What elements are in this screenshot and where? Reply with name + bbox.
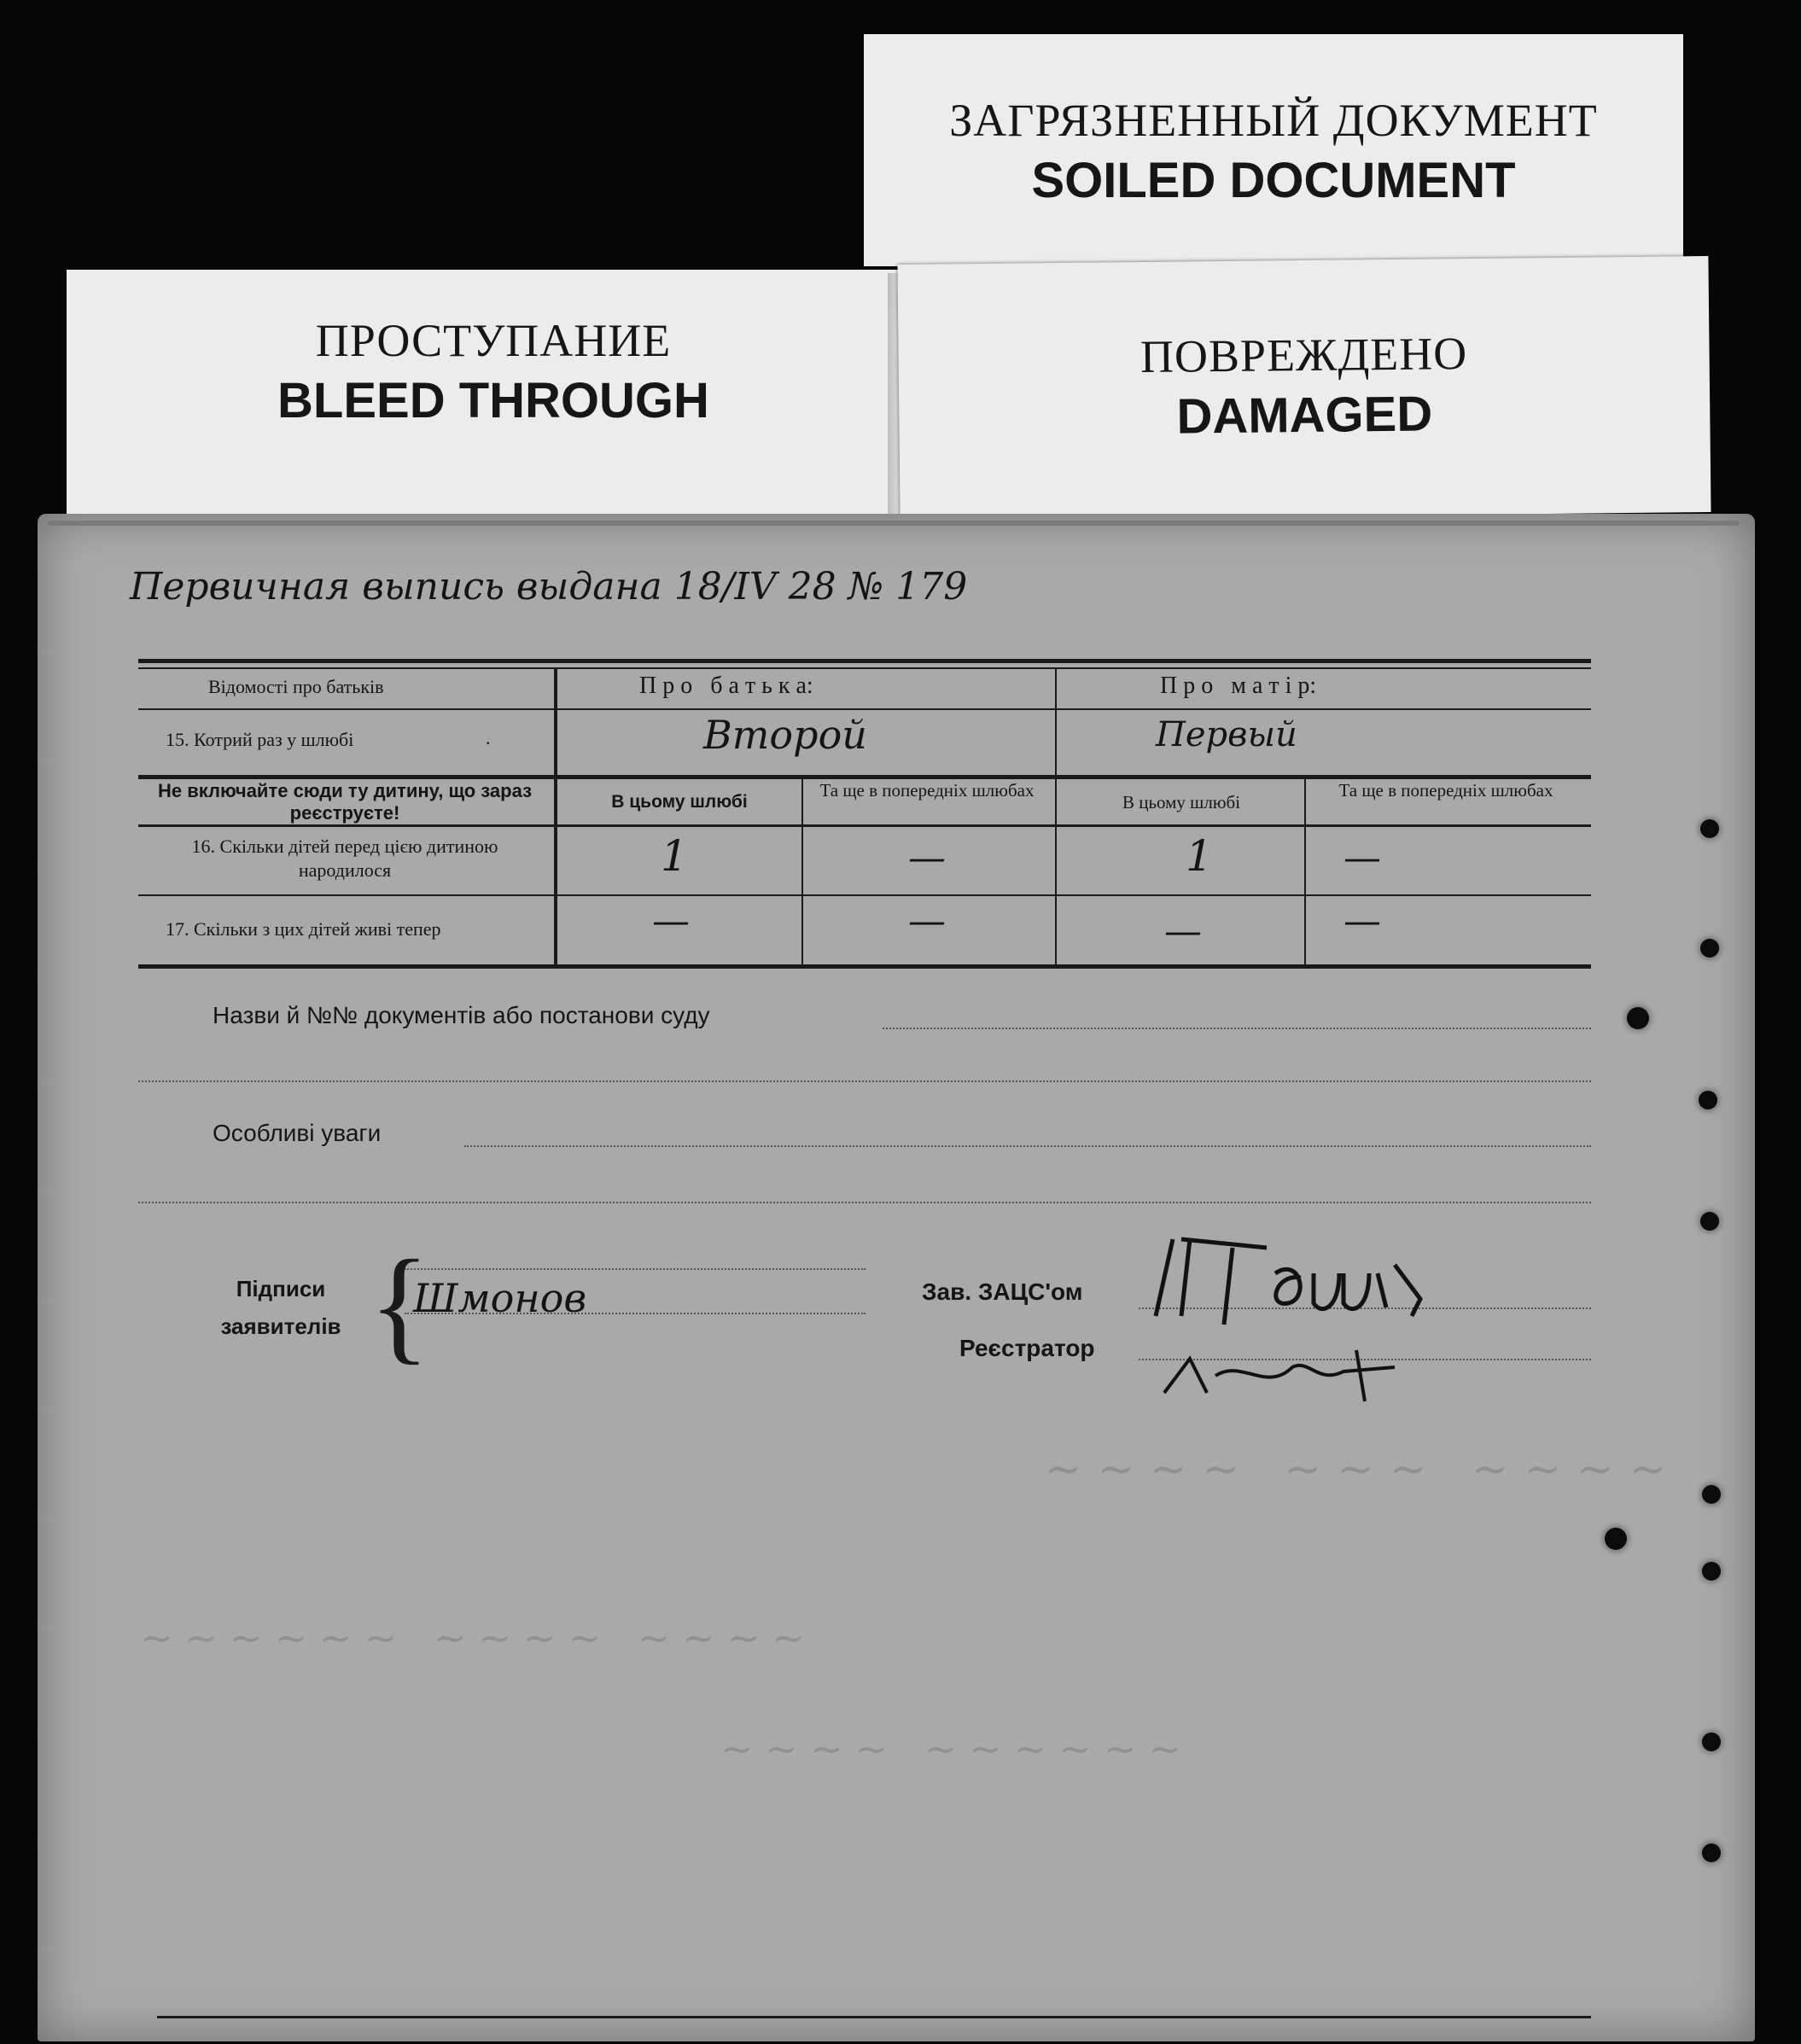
sheet-bottom-rule (157, 2016, 1591, 2018)
damaged-card-ru-text: ПОВРЕЖДЕНО (1139, 327, 1468, 383)
row16-mother-this: 1 (1186, 831, 1213, 881)
table-bottom-border (138, 964, 1591, 969)
bleed-through-ghost-3: ~~~~ ~~~~~~ (720, 1726, 1194, 1772)
row17-father-prev: — (908, 900, 946, 943)
soiled-card-ru-text: ЗАГРЯЗНЕННЫЙ ДОКУМЕНТ (949, 95, 1598, 146)
about-mother-header: П р о м а т і р: (1160, 673, 1317, 699)
table-father-sub-divider (801, 778, 803, 964)
about-father-header: П р о б а т ь к а: (639, 673, 813, 699)
documents-line-1 (883, 1028, 1591, 1029)
special-notes-label: Особливі уваги (213, 1120, 382, 1146)
mother-this-marriage-header: В цьому шлюбі (1122, 792, 1241, 812)
row16-label: 16. Скільки дітей перед цією дитиною народилося (191, 836, 498, 881)
row16-father-prev: — (908, 836, 946, 880)
special-notes-line-2 (138, 1202, 1591, 1203)
bleed-through-card (67, 270, 920, 517)
row17-father-this: — (652, 900, 690, 943)
sheet-top-edge (48, 521, 1740, 526)
punch-hole (1702, 1843, 1721, 1862)
table-row15-divider (138, 775, 1591, 779)
punch-hole (1700, 939, 1719, 958)
table-subheader-divider (138, 824, 1591, 827)
table-header-divider (138, 708, 1591, 710)
row15-dots: . (486, 727, 491, 748)
damaged-card (897, 256, 1711, 521)
punch-hole (1702, 1562, 1721, 1581)
father-this-marriage-header: В цьому шлюбі (611, 792, 748, 812)
table-label-column-divider (554, 667, 557, 964)
special-notes-line-1 (464, 1145, 1591, 1147)
bleed-through-ghost-1: ~~~~ ~~~ ~~~~ (1045, 1444, 1682, 1495)
row15-father-value: Второй (703, 712, 867, 758)
registration-form-sheet (38, 514, 1755, 2041)
table-row16-divider (138, 894, 1591, 896)
applicant-signature: Шмонов (413, 1275, 587, 1321)
documents-line-2 (138, 1080, 1591, 1082)
damaged-card-en-text: DAMAGED (1176, 386, 1433, 445)
signatures-brace: { (369, 1234, 430, 1376)
applicant-signatures-label: Підписи заявителів (220, 1276, 341, 1339)
table-top-border (138, 659, 1591, 663)
bleed-card-en-text: BLEED THROUGH (277, 373, 709, 428)
row16-mother-prev: — (1343, 836, 1381, 880)
row17-mother-this: — (1164, 910, 1202, 953)
bleed-through-ghost-2: ~~~~~~ ~~~~ ~~~~ (140, 1615, 817, 1661)
row15-label: 15. Котрий раз у шлюбі (166, 729, 354, 750)
exclude-current-child-note: Не включайте сюди ту дитину, що зараз реєструєте! (157, 780, 533, 824)
documents-label: Назви й №№ документів або постанови суду (213, 1002, 710, 1028)
applicant-signature-line-1 (405, 1268, 866, 1270)
row16-father-this: 1 (661, 831, 688, 881)
punch-hole (1700, 1212, 1719, 1231)
punch-hole (1605, 1528, 1627, 1550)
soiled-card-en-text: SOILED DOCUMENT (1031, 153, 1516, 208)
father-prev-marriages-header: Та ще в попередніх шлюбах (819, 780, 1035, 801)
registry-head-label: Зав. ЗАЦС'ом (922, 1278, 1083, 1305)
head-handwritten-signature (1139, 1222, 1480, 1410)
parents-info-header: Відомості про батьків (208, 676, 384, 697)
registrar-label: Реєстратор (959, 1335, 1095, 1361)
table-top-border-inner (138, 667, 1591, 669)
punch-hole (1702, 1485, 1721, 1504)
row17-label: 17. Скільки з цих дітей живі тепер (166, 918, 441, 940)
punch-hole (1699, 1091, 1717, 1109)
row15-mother-value: Первый (1156, 715, 1297, 754)
header-handwritten-note: Первичная выпись выдана 18/IV 28 № 179 (130, 565, 968, 609)
table-mother-sub-divider (1304, 778, 1306, 964)
punch-hole (1702, 1732, 1721, 1751)
mother-prev-marriages-header: Та ще в попередніх шлюбах (1338, 780, 1553, 801)
soiled-document-card (864, 34, 1683, 266)
punch-hole (1627, 1007, 1649, 1029)
punch-hole (1700, 819, 1719, 838)
row17-mother-prev: — (1343, 900, 1381, 943)
bleed-card-ru-text: ПРОСТУПАНИЕ (315, 315, 672, 366)
table-parent-divider (1055, 667, 1057, 964)
